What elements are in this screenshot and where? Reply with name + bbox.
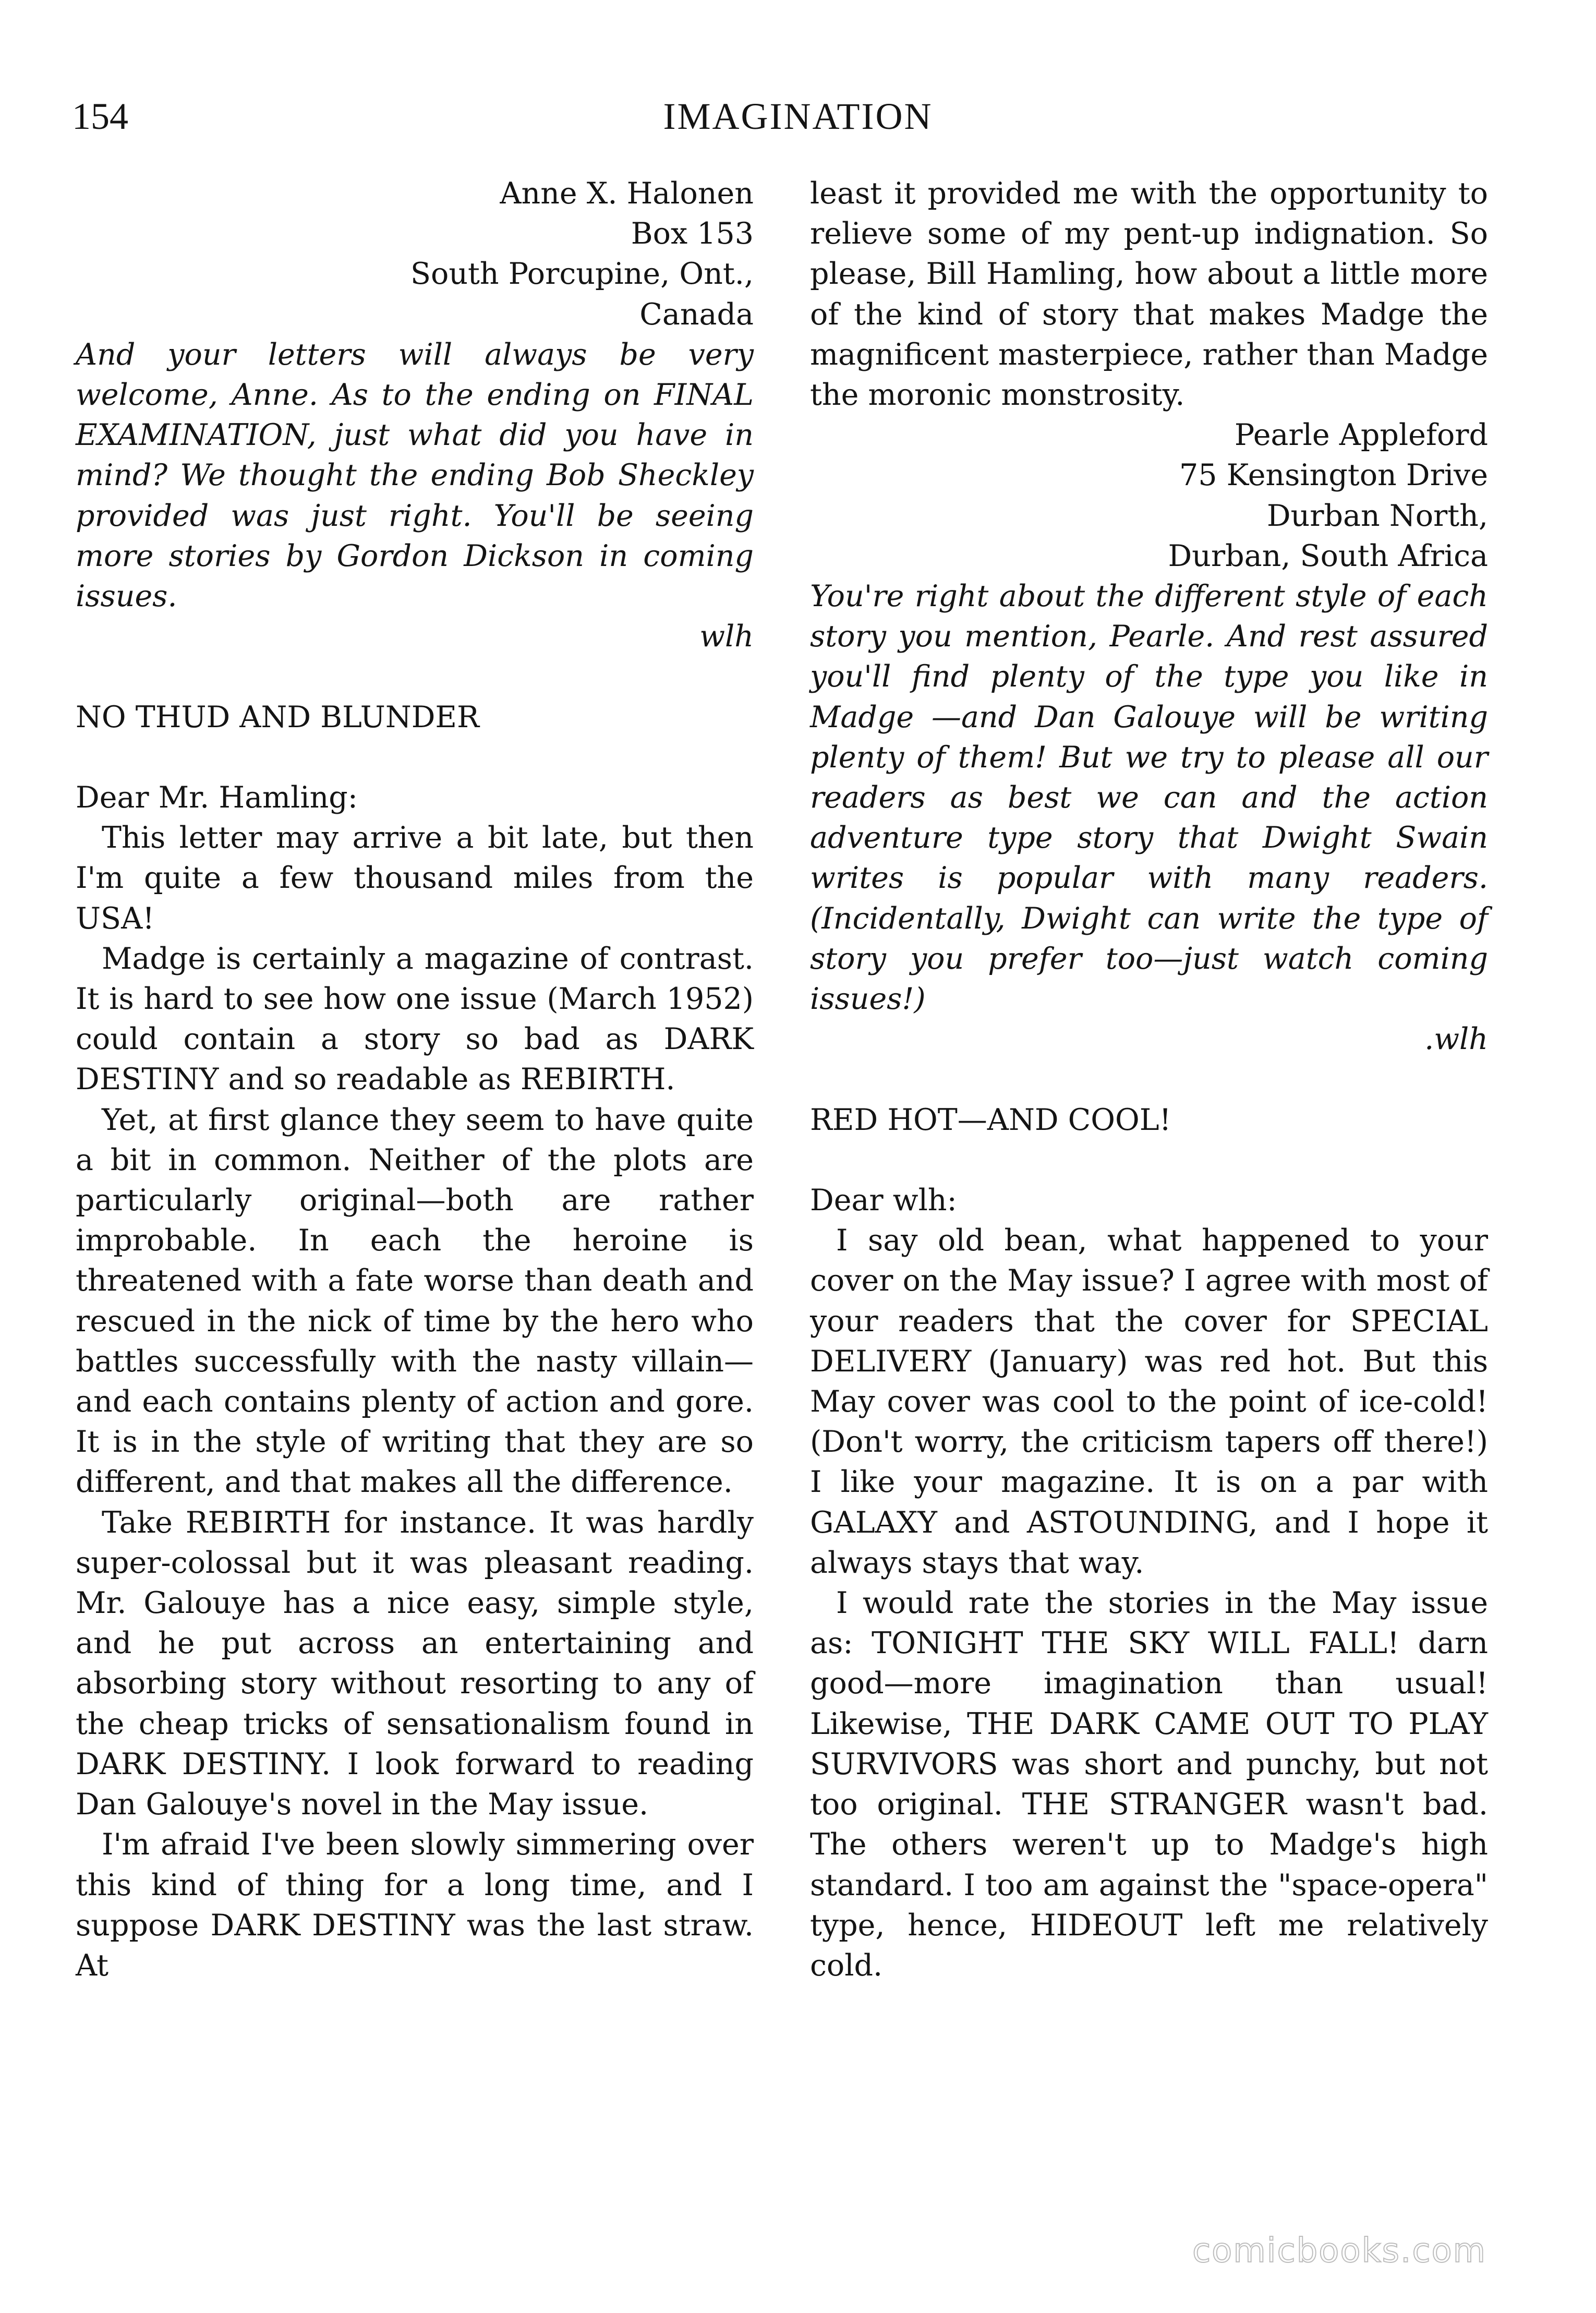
letter-paragraph: I'm afraid I've been slowly simmering over this kind of thing for a long time, and I suppose DARK DESTINY was the last straw. At [76,1827,754,1983]
letter-paragraph: Madge is certainly a magazine of contrast. It is hard to see how one issue (March 1952) could contain a story so bad as DARK DESTINY and so readable as REBIRTH. [76,941,754,1097]
page-number: 154 [72,95,128,137]
letter-continuation: least it provided me with the opportunity to relieve some of my pent-up indignation. So please, Bill Hamling, how about a little more of the kind of story that makes Madge the magnificent masterpiece, rather than Madge the moronic monstrosity. [810,176,1488,413]
signature-pearle [810,415,1488,576]
letter-paragraph: I would rate the stories in the May issue as: TONIGHT THE SKY WILL FALL! darn good—more imagination than usual! Likewise, THE DARK CAME OUT TO PLAY SURVIVORS was short and punchy, but not too original. THE STRANGER wasn't bad. The others weren't up to Madge's high standard. I too am against the "space-opera" type, hence, HIDEOUT left me relatively cold. [810,1586,1488,1983]
editor-reply [810,576,1488,1059]
letter-paragraph: This letter may arrive a bit late, but then I'm quite a few thousand miles from the USA! [76,821,754,936]
letter-paragraph: Take REBIRTH for instance. It was hardly super-colossal but it was pleasant reading. Mr. Galouye has a nice easy, simple style, and he put across an entertaining and absorbing story without resorting to any of the cheap tricks of sensationalism found in DARK DESTINY. I look forward to reading Dan Galouye's novel in the May issue. [76,1505,754,1822]
signature-address-line: Durban North, [1266,498,1488,533]
letter-paragraph: Yet, at first glance they seem to have quite a bit in common. Neither of the plots are particularly original—both are rather improbable. In each the heroine is threatened with a fate worse than death and rescued in the nick of time by the hero who battles successfully with the nasty villain—and each contains plenty of action and gore. It is in the style of writing that they are so different, and that makes all the difference. [76,1102,754,1500]
salutation: Dear wlh: [810,1183,957,1218]
signature-name: Pearle Appleford [1234,418,1488,453]
watermark: comicbooks.com [1192,2232,1486,2270]
letter-heading: NO THUD AND BLUNDER [76,700,479,734]
letter-heading: RED HOT—AND COOL! [810,1102,1171,1137]
signature-anne [76,174,754,335]
letter-paragraph: I say old bean, what happened to your cover on the May issue? I agree with most of your readers that the cover for SPECIAL DELIVERY (January) was red hot. But this May cover was cool to the point of ice-cold! (Don't worry, the criticism tapers off there!) I like your magazine. It is on a par with GALAXY and ASTOUNDING, and I hope it always stays that way. [810,1223,1488,1580]
signature-address-line: Box 153 [631,216,754,251]
left-column [76,174,754,1986]
signature-name: Anne X. Halonen [500,176,754,211]
running-head: IMAGINATION [663,95,933,137]
signature-address-line: Canada [639,297,754,332]
signature-address-line: 75 Kensington Drive [1179,458,1488,493]
editor-initials: wlh [699,619,754,654]
editor-reply [76,335,754,657]
salutation: Dear Mr. Hamling: [76,780,358,815]
right-column [810,174,1488,1986]
signature-address-line: South Porcupine, Ont., [410,257,754,292]
signature-address-line: Durban, South Africa [1168,538,1488,573]
editor-reply-text: And your letters will always be very welcome, Anne. As to the ending on FINAL EXAMINATION, just what did you have in mind? We thought the ending Bob Sheckley provided was just right. You'll be seeing more stories by Gordon Dickson in coming issues. [76,337,754,614]
editor-initials: .wlh [1424,1022,1488,1057]
editor-reply-text: You're right about the different style of each story you mention, Pearle. And rest assured you'll find plenty of the type you like in Madge —and Dan Galouye will be writing plenty of them! But we try to please all our readers as best we can and the action adventure type story that Dwight Swain writes is popular with many readers. (Incidentally, Dwight can write the type of story you prefer too—just watch coming issues!) [810,579,1488,1017]
